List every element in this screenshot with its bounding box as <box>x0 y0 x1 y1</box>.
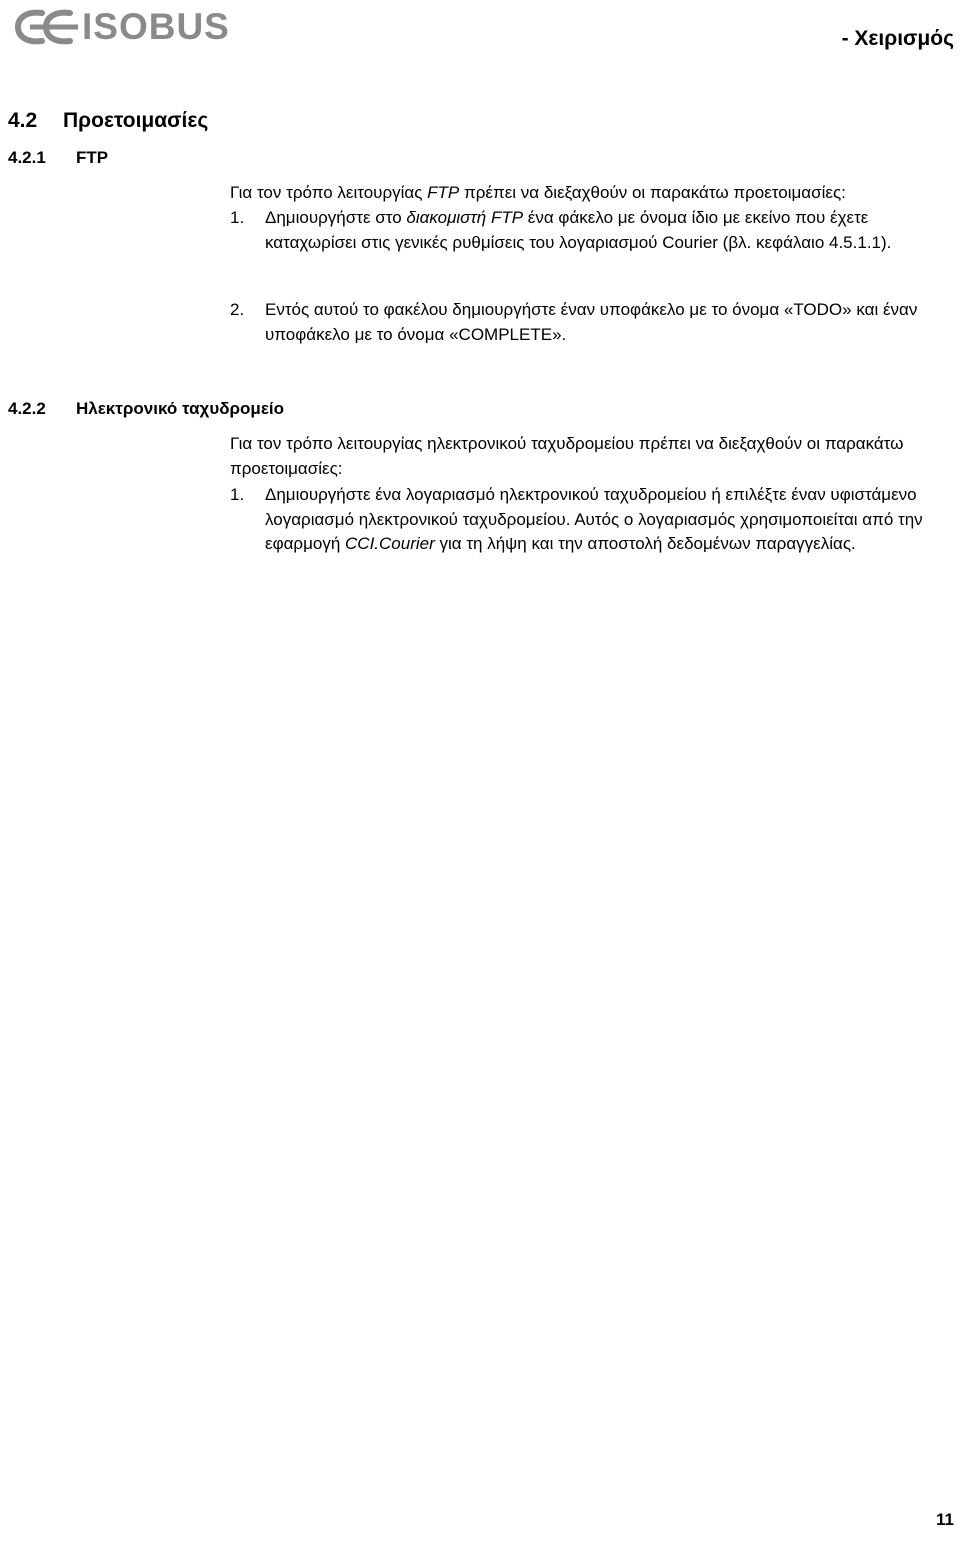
ftp-term: FTP <box>427 183 460 202</box>
subsection-title: FTP <box>76 148 109 167</box>
step-text: Εντός αυτού το φακέλου δημιουργήστε έναν υποφάκελο με το όνομα «TODO» και έναν υποφάκελο με το όνομα «COMPLETE». <box>265 300 918 344</box>
step-text: Δημιουργήστε στο διακομιστή FTP ένα φάκελο με όνομα ίδιο με εκείνο που έχετε καταχωρίσει στις γενικές ρυθμίσεις του λογαριασμού Courier (βλ. κεφάλαιο 4.5.1.1). <box>265 208 892 252</box>
email-intro: Για τον τρόπο λειτουργίας ηλεκτρονικού ταχυδρομείου πρέπει να διεξαχθούν οι παρακάτω προετοιμασίες: <box>230 434 904 478</box>
step-marker: 1. <box>230 485 245 504</box>
ftp-step-2 <box>230 298 930 347</box>
ccisobus-logo <box>12 6 230 47</box>
chapter-header: - Χειρισμός <box>841 27 954 50</box>
email-step-1 <box>230 483 930 557</box>
ftp-step-1 <box>230 206 930 255</box>
page-number: 11 <box>936 1510 954 1529</box>
subsection-number: 4.2.2 <box>8 399 46 418</box>
cci-swirl-icon <box>12 8 82 46</box>
step-marker: 2. <box>230 300 245 319</box>
section-number: 4.2 <box>8 109 38 132</box>
step-text: Δημιουργήστε ένα λογαριασμό ηλεκτρονικού ταχυδρομείου ή επιλέξτε έναν υφιστάμενο λογαριασμό ηλεκτρονικού ταχυδρομείου. Αυτός ο λογαριασμός χρησιμοποιείται από την εφαρμογή CCI.Courier για τη λήψη και την αποστολή δεδομένων παραγγελίας. <box>265 485 923 553</box>
section-title: Προετοιμασίες <box>63 109 209 132</box>
ftp-intro: Για τον τρόπο λειτουργίας FTP πρέπει να διεξαχθούν οι παρακάτω προετοιμασίες: <box>230 183 846 202</box>
subsection-title: Ηλεκτρονικό ταχυδρομείο <box>76 399 285 418</box>
step-marker: 1. <box>230 208 245 227</box>
subsection-number: 4.2.1 <box>8 148 46 167</box>
isobus-wordmark: ISOBUS <box>82 6 230 47</box>
